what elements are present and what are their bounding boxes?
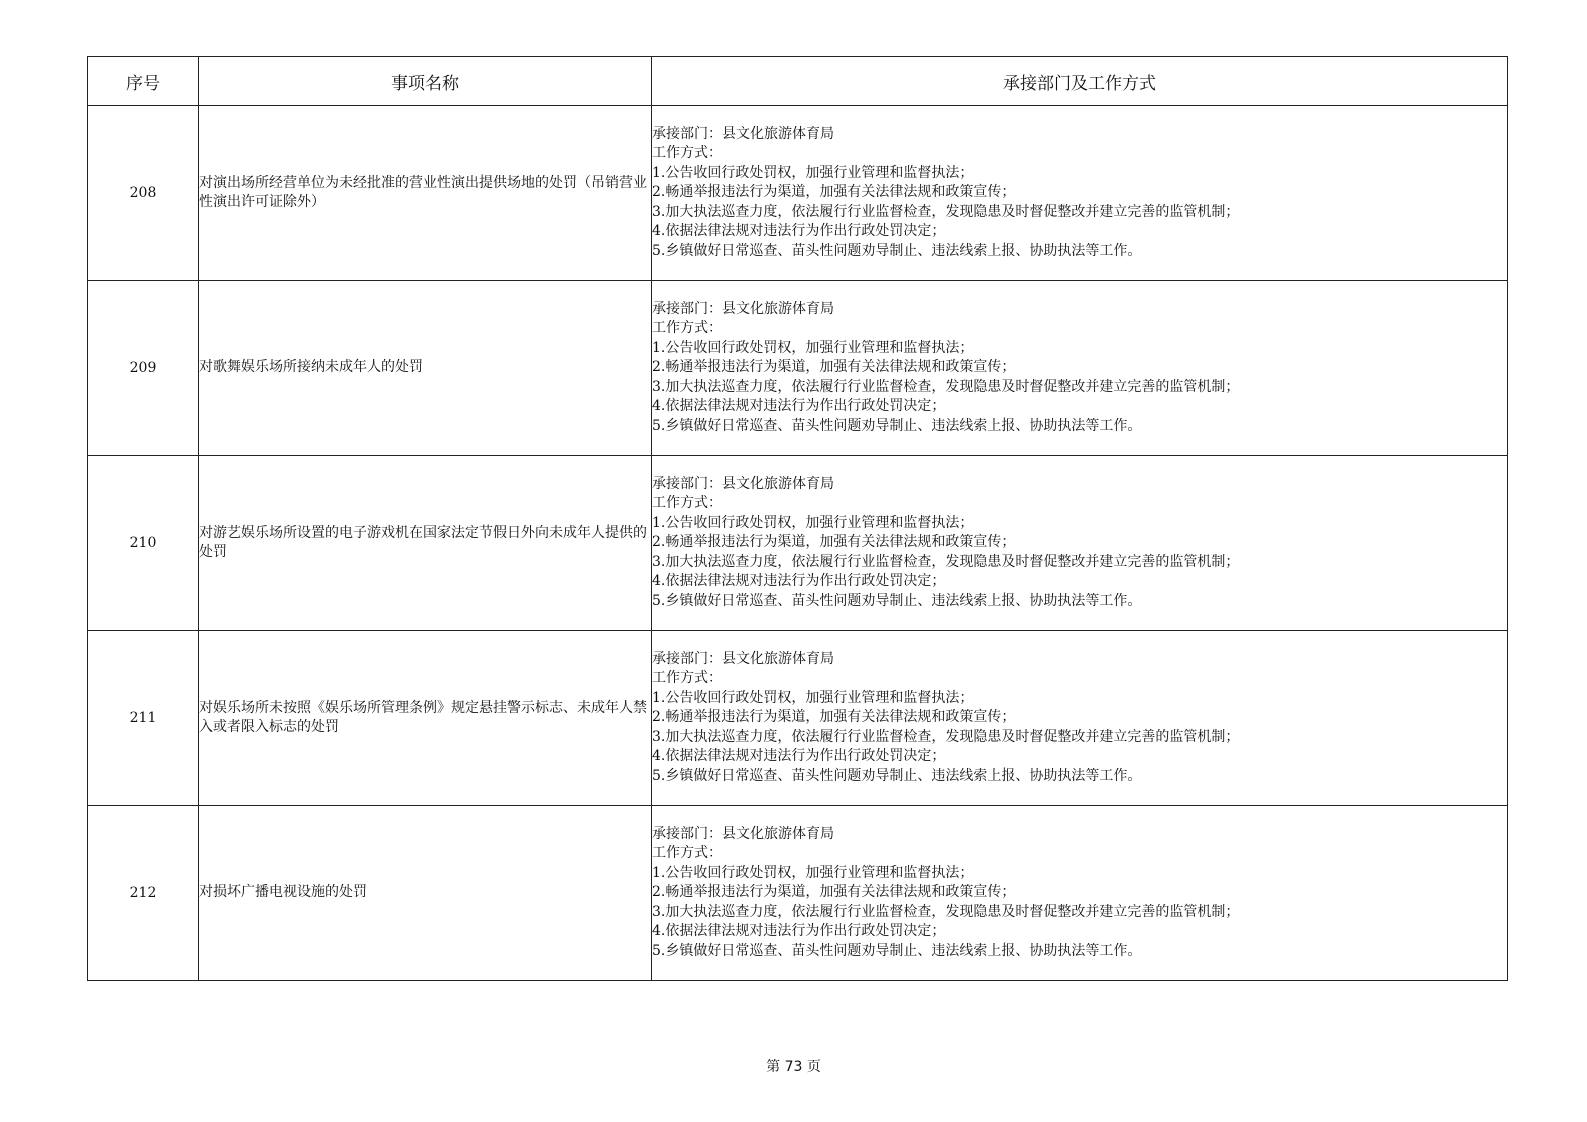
row-department-method	[652, 106, 1508, 281]
table-row	[88, 281, 1508, 456]
dept-line: 3.加大执法巡查力度，依法履行行业监督检查，发现隐患及时督促整改并建立完善的监管机制；	[652, 378, 1240, 395]
items-table	[87, 56, 1508, 981]
dept-line: 工作方式：	[652, 145, 722, 162]
dept-line: 1.公告收回行政处罚权，加强行业管理和监督执法；	[652, 339, 974, 356]
row-serial-number: 208	[88, 106, 199, 281]
dept-line: 3.加大执法巡查力度，依法履行行业监督检查，发现隐患及时督促整改并建立完善的监管机制；	[652, 728, 1240, 745]
dept-line: 4.依据法律法规对违法行为作出行政处罚决定；	[652, 923, 946, 940]
dept-line: 4.依据法律法规对违法行为作出行政处罚决定；	[652, 398, 946, 415]
dept-line: 工作方式：	[652, 845, 722, 862]
dept-line: 承接部门：县文化旅游体育局	[652, 650, 834, 667]
header-item-name: 事项名称	[199, 57, 652, 106]
table-row	[88, 806, 1508, 981]
dept-line: 5.乡镇做好日常巡查、苗头性问题劝导制止、违法线索上报、协助执法等工作。	[652, 242, 1142, 259]
dept-line: 2.畅通举报违法行为渠道，加强有关法律法规和政策宣传；	[652, 884, 1016, 901]
dept-line: 5.乡镇做好日常巡查、苗头性问题劝导制止、违法线索上报、协助执法等工作。	[652, 592, 1142, 609]
table-header-row	[88, 57, 1508, 106]
dept-line: 2.畅通举报违法行为渠道，加强有关法律法规和政策宣传；	[652, 184, 1016, 201]
row-serial-number: 211	[88, 631, 199, 806]
header-department-method: 承接部门及工作方式	[652, 57, 1508, 106]
header-serial-number: 序号	[88, 57, 199, 106]
dept-line: 5.乡镇做好日常巡查、苗头性问题劝导制止、违法线索上报、协助执法等工作。	[652, 767, 1142, 784]
dept-line: 4.依据法律法规对违法行为作出行政处罚决定；	[652, 573, 946, 590]
dept-line: 2.畅通举报违法行为渠道，加强有关法律法规和政策宣传；	[652, 534, 1016, 551]
row-item-name: 对娱乐场所未按照《娱乐场所管理条例》规定悬挂警示标志、未成年人禁入或者限入标志的处罚	[199, 631, 652, 806]
dept-line: 1.公告收回行政处罚权，加强行业管理和监督执法；	[652, 689, 974, 706]
dept-line: 2.畅通举报违法行为渠道，加强有关法律法规和政策宣传；	[652, 359, 1016, 376]
row-department-method	[652, 806, 1508, 981]
row-item-name: 对歌舞娱乐场所接纳未成年人的处罚	[199, 281, 652, 456]
dept-line: 1.公告收回行政处罚权，加强行业管理和监督执法；	[652, 864, 974, 881]
dept-line: 5.乡镇做好日常巡查、苗头性问题劝导制止、违法线索上报、协助执法等工作。	[652, 417, 1142, 434]
dept-line: 工作方式：	[652, 495, 722, 512]
row-serial-number: 209	[88, 281, 199, 456]
row-item-name: 对游艺娱乐场所设置的电子游戏机在国家法定节假日外向未成年人提供的处罚	[199, 456, 652, 631]
row-department-method	[652, 456, 1508, 631]
row-department-method	[652, 631, 1508, 806]
row-item-name: 对演出场所经营单位为未经批准的营业性演出提供场地的处罚（吊销营业性演出许可证除外）	[199, 106, 652, 281]
row-serial-number: 212	[88, 806, 199, 981]
dept-line: 4.依据法律法规对违法行为作出行政处罚决定；	[652, 748, 946, 765]
row-item-name: 对损坏广播电视设施的处罚	[199, 806, 652, 981]
dept-line: 1.公告收回行政处罚权，加强行业管理和监督执法；	[652, 164, 974, 181]
dept-line: 承接部门：县文化旅游体育局	[652, 475, 834, 492]
dept-line: 3.加大执法巡查力度，依法履行行业监督检查，发现隐患及时督促整改并建立完善的监管机制；	[652, 903, 1240, 920]
dept-line: 5.乡镇做好日常巡查、苗头性问题劝导制止、违法线索上报、协助执法等工作。	[652, 942, 1142, 959]
dept-line: 工作方式：	[652, 670, 722, 687]
page-number: 第 73 页	[766, 1059, 821, 1075]
dept-line: 承接部门：县文化旅游体育局	[652, 125, 834, 142]
table-row	[88, 106, 1508, 281]
row-department-method	[652, 281, 1508, 456]
dept-line: 3.加大执法巡查力度，依法履行行业监督检查，发现隐患及时督促整改并建立完善的监管机制；	[652, 553, 1240, 570]
dept-line: 2.畅通举报违法行为渠道，加强有关法律法规和政策宣传；	[652, 709, 1016, 726]
dept-line: 工作方式：	[652, 320, 722, 337]
dept-line: 承接部门：县文化旅游体育局	[652, 300, 834, 317]
table-row	[88, 631, 1508, 806]
dept-line: 承接部门：县文化旅游体育局	[652, 825, 834, 842]
dept-line: 4.依据法律法规对违法行为作出行政处罚决定；	[652, 223, 946, 240]
table-row	[88, 456, 1508, 631]
row-serial-number: 210	[88, 456, 199, 631]
dept-line: 3.加大执法巡查力度，依法履行行业监督检查，发现隐患及时督促整改并建立完善的监管机制；	[652, 203, 1240, 220]
dept-line: 1.公告收回行政处罚权，加强行业管理和监督执法；	[652, 514, 974, 531]
